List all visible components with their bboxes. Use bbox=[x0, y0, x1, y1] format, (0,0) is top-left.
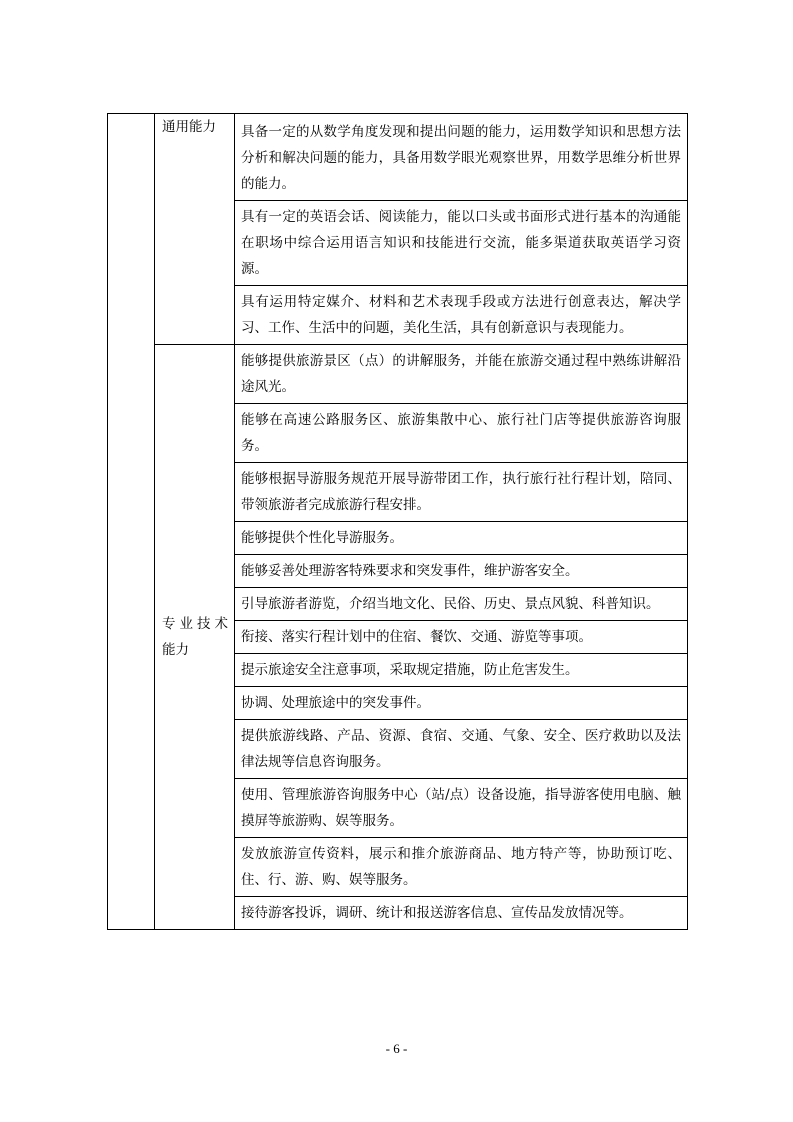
description-cell: 衔接、落实行程计划中的住宿、餐饮、交通、游览等事项。 bbox=[235, 621, 688, 654]
description-cell: 发放旅游宣传资料，展示和推介旅游商品、地方特产等，协助预订吃、住、行、游、购、娱等服务。 bbox=[235, 838, 688, 897]
description-cell: 引导旅游者游览，介绍当地文化、民俗、历史、景点风貌、科普知识。 bbox=[235, 588, 688, 621]
category-cell-professional bbox=[155, 345, 235, 930]
competency-table bbox=[107, 113, 688, 930]
description-cell: 能够妥善处理游客特殊要求和突发事件，维护游客安全。 bbox=[235, 555, 688, 588]
description-cell: 协调、处理旅途中的突发事件。 bbox=[235, 687, 688, 720]
description-cell: 能够根据导游服务规范开展导游带团工作，执行旅行社行程计划，陪同、带领旅游者完成旅游行程安排。 bbox=[235, 463, 688, 522]
description-cell: 能够在高速公路服务区、旅游集散中心、旅行社门店等提供旅游咨询服务。 bbox=[235, 404, 688, 463]
category-cell-general bbox=[155, 114, 235, 345]
description-cell: 能够提供个性化导游服务。 bbox=[235, 522, 688, 555]
page-number: - 6 - bbox=[385, 1041, 408, 1056]
description-cell: 使用、管理旅游咨询服务中心（站/点）设备设施，指导游客使用电脑、触摸屏等旅游购、娱等服务。 bbox=[235, 779, 688, 838]
blank-first-column bbox=[108, 114, 155, 930]
category-label: 专业技术能力 bbox=[162, 616, 228, 658]
table-row bbox=[108, 114, 688, 201]
description-cell: 能够提供旅游景区（点）的讲解服务，并能在旅游交通过程中熟练讲解沿途风光。 bbox=[235, 345, 688, 404]
description-cell: 具备一定的从数学角度发现和提出问题的能力，运用数学知识和思想方法分析和解决问题的能力，具备用数学眼光观察世界，用数学思维分析世界的能力。 bbox=[235, 114, 688, 201]
category-label: 通用能力 bbox=[162, 119, 216, 135]
description-cell: 具有一定的英语会话、阅读能力，能以口头或书面形式进行基本的沟通能在职场中综合运用语言知识和技能进行交流，能多渠道获取英语学习资源。 bbox=[235, 201, 688, 286]
description-cell: 接待游客投诉，调研、统计和报送游客信息、宣传品发放情况等。 bbox=[235, 897, 688, 930]
table-row bbox=[108, 345, 688, 404]
description-cell: 提示旅途安全注意事项，采取规定措施，防止危害发生。 bbox=[235, 654, 688, 687]
description-cell: 提供旅游线路、产品、资源、食宿、交通、气象、安全、医疗救助以及法律法规等信息咨询服务。 bbox=[235, 720, 688, 779]
description-cell: 具有运用特定媒介、材料和艺术表现手段或方法进行创意表达，解决学习、工作、生活中的问题，美化生活，具有创新意识与表现能力。 bbox=[235, 286, 688, 345]
